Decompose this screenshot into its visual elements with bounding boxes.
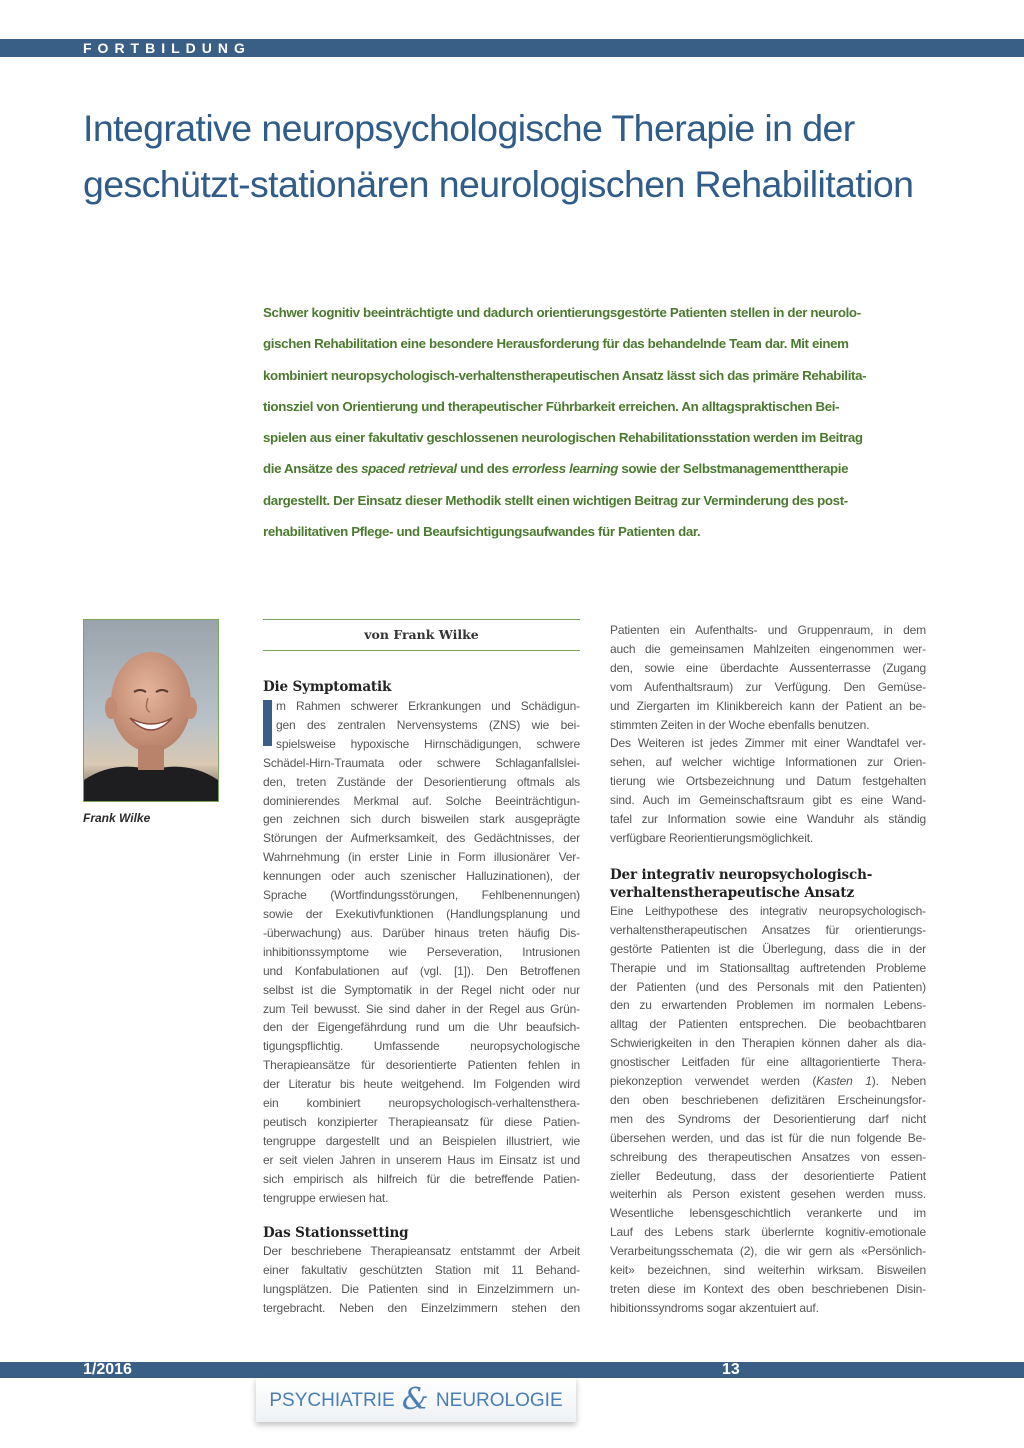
paragraph	[610, 902, 926, 1318]
text-line: Der beschriebene Therapieansatz entstammt der Arbeit	[263, 1244, 580, 1259]
column-2	[610, 621, 926, 1318]
section-heading: Die Symptomatik	[263, 679, 392, 695]
lead-line: dargestellt. Der Einsatz dieser Methodik stellt einen wichtigen Beitrag zur Verminderung des post-	[263, 492, 848, 508]
text-line: spielsweise hypoxische Hirnschädigungen, schwere	[276, 736, 580, 751]
paragraph	[610, 621, 926, 848]
section-heading-block	[610, 866, 926, 902]
text-line: und Konfabulationen auf (vgl. [1]). Den Betroffenen	[263, 963, 580, 978]
byline: von Frank Wilke	[364, 627, 479, 642]
lead-text: und des	[456, 461, 512, 477]
text-line: m Rahmen schwerer Erkrankungen und Schädigun-	[276, 699, 580, 713]
lead-term: spaced retrieval	[361, 461, 457, 477]
text-line: kennungen oder auch szenischer Halluzinationen), der	[263, 869, 580, 884]
author-photo	[83, 619, 219, 802]
text-line: Therapieansätze für desorientierte Patienten fehlen in	[263, 1058, 580, 1073]
issue-number: 1/2016	[83, 1361, 132, 1378]
text-line: zum Teil bewusst. Sie sind daher in der Regel aus Grün-	[263, 1001, 580, 1016]
text-line: sowie der Exekutivfunktionen (Handlungsplanung und	[263, 906, 580, 921]
lead-line: kombiniert neuropsychologisch-verhaltenstherapeutischen Ansatz lässt sich das primäre Rehabilita-	[263, 367, 867, 383]
text-line: Sprache (Wortfindungsstörungen, Fehlbenennungen)	[263, 888, 580, 903]
text-line: Lauf des Lebens stark überlernte kognitiv-emotionale	[610, 1225, 926, 1240]
lead-text: die Ansätze des	[263, 461, 362, 477]
text-line: sind. Auch im Gemeinschaftsraum gibt es eine Wand-	[610, 793, 926, 808]
text-line: den, treten Zustände der Desorientierung oftmals als	[263, 774, 580, 789]
text-line: weiterhin als Person existent gesehen werden muss.	[610, 1187, 926, 1202]
text-line: Schwierigkeiten in den Therapien können daher als dia-	[610, 1036, 926, 1051]
text-line: Patienten ein Aufenthalts- und Gruppenraum, in dem	[610, 623, 926, 637]
text-line: den oben beschriebenen defizitären Erscheinungsfor-	[610, 1092, 926, 1107]
text-line: zieller Bedeutung, dass der desorientierte Patient	[610, 1168, 926, 1183]
text: ). Neben	[871, 1074, 926, 1089]
page-number: 13	[722, 1361, 740, 1378]
journal-ampersand: &	[401, 1382, 429, 1417]
article-lead	[263, 297, 928, 547]
text-line: alltag der Patienten entsprechen. Die beobachtbaren	[610, 1017, 926, 1032]
text-line: gnostischer Leitfaden für eine alltagorientierte Thera-	[610, 1055, 926, 1070]
section-heading: Der integrativ neuropsychologisch-	[610, 866, 873, 883]
column-1	[263, 678, 580, 1318]
text-line: übersehen werden, und das ist für die nun folgende Be-	[610, 1130, 926, 1145]
text-line: sich empirisch als hilfreich für die betreffende Patien-	[263, 1171, 580, 1186]
journal-name-part: PSYCHIATRIE	[269, 1390, 395, 1411]
text-line: den, sowie eine überdachte Aussenterrasse (Zugang	[610, 660, 926, 675]
byline-rule-bottom	[263, 650, 580, 651]
text-line: inhibitionssymptome wie Perseveration, Intrusionen	[263, 944, 580, 959]
byline-rule-top	[263, 619, 580, 620]
text-line: keit» bezeichnen, sind weiterhin wirksam. Bisweilen	[610, 1263, 926, 1278]
text-line: treten diese im Kontext des oben beschriebenen Disin-	[610, 1282, 926, 1296]
text-line: auch die gemeinsamen Mahlzeiten eingenommen wer-	[610, 641, 926, 656]
text: piekonzeption verwendet werden (	[610, 1074, 817, 1089]
text-line: den der Eigengefährdung rund um die Uhr beaufsich-	[263, 1020, 580, 1035]
section-heading: verhaltenstherapeutische Ansatz	[610, 884, 854, 901]
text-line: den zu erwartenden Problemen im normalen Lebens-	[610, 998, 926, 1013]
text-line: tierung wie Ortsbezeichnung und Datum festgehalten	[610, 774, 926, 789]
text-line: men des Syndroms der Desorientierung darf nicht	[610, 1111, 926, 1126]
text-line: verhaltenstherapeutischen Ansatzes für orientierungs-	[610, 922, 926, 937]
text-line: tigungspflichtig. Umfassende neuropsychologische	[263, 1039, 580, 1054]
text-line: peutisch konzipierter Therapieansatz für diese Patien-	[263, 1114, 580, 1129]
lead-line: gischen Rehabilitation eine besondere Herausforderung für das behandelnde Team dar. Mit einem	[263, 336, 849, 352]
text-line: sehen, auf welcher wichtige Informationen zur Orien-	[610, 755, 926, 770]
text-line: tengruppe dargestellt und an Beispielen illustriert, wie	[263, 1133, 580, 1148]
text-line: tengruppe erwiesen hat.	[263, 1190, 389, 1205]
lead-line	[263, 453, 928, 484]
text-line: Therapie und im Stationsalltag auftretenden Probleme	[610, 960, 926, 975]
text-line: einer fakultativ geschützten Station mit 11 Behand-	[263, 1263, 580, 1278]
paragraph	[263, 1242, 580, 1318]
title-line: geschützt-stationären neurologischen Rehabilitation	[83, 163, 914, 205]
title-line: Integrative neuropsychologische Therapie in der	[83, 107, 855, 149]
text-line: Des Weiteren ist jedes Zimmer mit einer Wandtafel ver-	[610, 736, 926, 751]
lead-line: spielen aus einer fakultativ geschlossenen neurologischen Rehabilitationsstation werden im Beitrag	[263, 430, 863, 446]
text-line: der Literatur bis heute weitgehend. Im Folgenden wird	[263, 1077, 580, 1092]
text-line: -überwachung) aus. Darüber hinaus treten häufig Dis-	[263, 925, 580, 940]
text-line: selbst ist die Symptomatik in der Regel nicht oder nur	[263, 982, 580, 997]
lead-line: rehabilitativen Pflege- und Beaufsichtigungsaufwandes für Patienten dar.	[263, 524, 701, 540]
text-line: der Patienten (und des Personals mit den Patienten)	[610, 979, 926, 994]
text-line: und Ziergarten im Klinikbereich kann der Patient an be-	[610, 698, 926, 713]
section-label: FORTBILDUNG	[83, 40, 251, 56]
text-line: Eine Leithypothese des integrativ neuropsychologisch-	[610, 903, 926, 918]
text-line: ein kombiniert neuropsychologisch-verhaltensthera-	[263, 1096, 580, 1111]
text-line: Störungen der Aufmerksamkeit, des Gedächtnisses, der	[263, 831, 580, 846]
footer-bar	[0, 1362, 1024, 1378]
article-title	[83, 100, 983, 212]
lead-text: sowie der Selbstmanagementtherapie	[618, 461, 849, 477]
journal-logo	[256, 1378, 576, 1422]
text-line: hibitionssyndroms sogar akzentuiert auf.	[610, 1300, 819, 1315]
text-line: tergebracht. Neben den Einzelzimmern stehen den	[263, 1301, 580, 1316]
lead-term: errorless learning	[512, 461, 619, 477]
text-line	[610, 1072, 926, 1091]
text-line: Wahrnehmung (in erster Linie in Form illusionärer Ver-	[263, 850, 580, 865]
section-heading: Das Stationssetting	[263, 1225, 409, 1242]
text-line: tafel zur Information sowie eine Wanduhr als ständig	[610, 812, 926, 827]
text-line: schreibung des therapeutischen Ansatzes von essen-	[610, 1149, 926, 1164]
text-line: gestörte Patienten ist die Überlegung, dass die in der	[610, 941, 926, 956]
text-line: Schädel-Hirn-Traumata oder schwere Schlaganfallslei-	[263, 755, 580, 770]
text-line: vom Aufenthaltsraum) zur Verfügung. Den Gemüse-	[610, 679, 926, 694]
text-line: dominierendes Merkmal auf. Solche Beeinträchtigun-	[263, 793, 580, 808]
lead-line: tionsziel von Orientierung und therapeutischer Führbarkeit erreichen. An alltagspraktischen Bei-	[263, 398, 840, 414]
text-line: Wesentliche lebensgeschichtlich verankerte und im	[610, 1206, 926, 1221]
text-line: verfügbare Reorientierungsmöglichkeit.	[610, 830, 814, 845]
box-reference: Kasten 1	[816, 1074, 872, 1089]
paragraph	[263, 697, 580, 1207]
text-line: gen des zentralen Nervensystems (ZNS) wie bei-	[276, 717, 580, 732]
lead-line: Schwer kognitiv beeinträchtigte und dadurch orientierungsgestörte Patienten stellen in der neurolo-	[263, 305, 861, 320]
text-line: er seit vielen Jahren in unserem Haus im Einsatz ist und	[263, 1152, 580, 1167]
photo-caption: Frank Wilke	[83, 811, 151, 825]
text-line: Verarbeitungsschemata (2), die wir gern als «Persönlich-	[610, 1244, 926, 1259]
text-line: lungsplätzen. Die Patienten sind in Einzelzimmern un-	[263, 1282, 580, 1297]
journal-name-part: NEUROLOGIE	[435, 1390, 563, 1411]
text-line: gen zeichnen sich durch bisweilen stark ausgeprägte	[263, 812, 580, 827]
text-line: stimmten Zeiten in der Woche ebenfalls benutzen.	[610, 717, 870, 732]
